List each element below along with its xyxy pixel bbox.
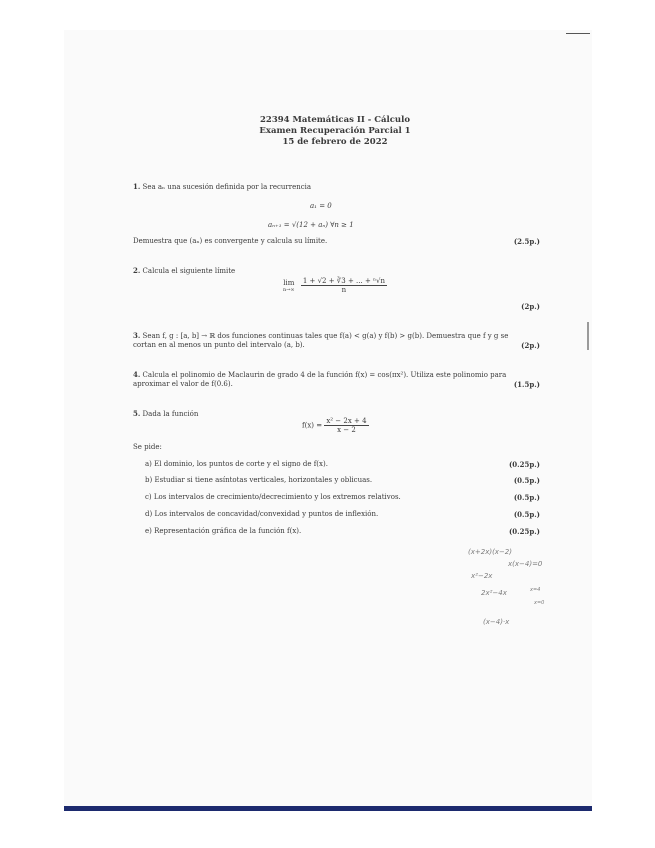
limit-expression xyxy=(283,277,387,294)
item-text: Representación gráfica de la función f(x). xyxy=(154,527,302,535)
scan-mark xyxy=(566,33,590,34)
problem-3-points: (2p.) xyxy=(521,341,540,350)
problem-5-statement xyxy=(133,409,198,419)
se-pide-label: Se pide: xyxy=(133,443,162,451)
list-item xyxy=(145,476,372,485)
item-text: Estudiar si tiene asíntotas verticales, horizontales y oblicuas. xyxy=(154,476,373,484)
problem-3-statement xyxy=(133,331,508,341)
item-text: Los intervalos de concavidad/convexidad y puntos de inflexión. xyxy=(154,510,379,518)
problem-4-text-line2: aproximar el valor de f(0.6). xyxy=(133,380,233,388)
item-points: (0.5p.) xyxy=(513,510,540,519)
problem-text: Calcula el polinomio de Maclaurin de grado 4 de la función f(x) = cos(πx²). Utiliza este polinomio para xyxy=(142,371,507,379)
recurrence-formula: aₙ₊₁ = √(12 + aₙ) ∀n ≥ 1 xyxy=(268,221,354,229)
exam-date: 15 de febrero de 2022 xyxy=(282,137,388,147)
function-fraction xyxy=(324,417,368,434)
handwritten-note: x=0 xyxy=(534,600,545,606)
list-item xyxy=(145,493,401,502)
item-points: (0.25p.) xyxy=(508,527,540,536)
problem-number: 5. xyxy=(133,409,141,418)
problem-number: 4. xyxy=(133,370,141,379)
fraction-numerator: x² − 2x + 4 xyxy=(326,417,367,425)
fraction-numerator: 1 + √2 + ∛3 + ... + ⁿ√n xyxy=(302,277,386,285)
item-label: b) xyxy=(145,476,153,484)
scan-border xyxy=(64,806,592,811)
handwritten-note: (x−4)·x xyxy=(483,618,510,626)
handwritten-note: 2x²−4x xyxy=(481,589,507,597)
problem-4-statement xyxy=(133,370,506,380)
list-item xyxy=(145,460,328,469)
item-points: (0.25p.) xyxy=(508,460,540,469)
exam-subtitle: Examen Recuperación Parcial 1 xyxy=(259,126,411,136)
list-item xyxy=(145,510,378,519)
problem-number: 2. xyxy=(133,266,141,275)
problem-2-statement xyxy=(133,266,235,276)
problem-1-points: (2.5p.) xyxy=(513,237,540,246)
problem-2-points: (2p.) xyxy=(521,302,540,311)
problem-1-statement xyxy=(133,182,311,192)
problem-text: Sea aₙ una sucesión definida por la recurrencia xyxy=(142,183,312,191)
exam-course-title: 22394 Matemáticas II - Cálculo xyxy=(259,115,411,125)
problem-number: 1. xyxy=(133,182,141,191)
handwritten-note: x(x−4)=0 xyxy=(508,560,543,568)
problem-3-text-line2: cortan en al menos un punto del intervalo (a, b). xyxy=(133,341,305,349)
problem-text: Sean f, g : [a, b] → ℝ dos funciones continuas tales que f(a) < g(a) y f(b) > g(b). Demuestra que f y g se xyxy=(142,332,509,340)
fraction-denominator: x − 2 xyxy=(337,426,356,434)
problem-text: Dada la función xyxy=(142,410,199,418)
problem-4-points: (1.5p.) xyxy=(513,380,540,389)
limit-fraction xyxy=(301,277,387,294)
item-text: El dominio, los puntos de corte y el signo de f(x). xyxy=(154,460,328,468)
item-label: c) xyxy=(145,493,152,501)
item-label: e) xyxy=(145,527,152,535)
item-points: (0.5p.) xyxy=(513,493,540,502)
item-points: (0.5p.) xyxy=(513,476,540,485)
lim-subscript: n→∞ xyxy=(283,286,295,293)
function-label: f(x) = xyxy=(302,421,323,430)
lim-operator: lim xyxy=(283,278,295,287)
handwritten-note: (x+2x)(x−2) xyxy=(468,548,512,556)
fraction-denominator: n xyxy=(341,286,347,294)
problem-text: Calcula el siguiente límite xyxy=(142,267,236,275)
item-text: Los intervalos de crecimiento/decrecimiento y los extremos relativos. xyxy=(153,493,401,501)
list-item xyxy=(145,527,301,536)
problem-number: 3. xyxy=(133,331,141,340)
recurrence-initial: a₁ = 0 xyxy=(310,202,332,210)
handwritten-note: x²−2x xyxy=(471,572,493,580)
problem-1-task: Demuestra que (aₙ) es convergente y calcula su límite. xyxy=(133,237,328,245)
item-label: d) xyxy=(145,510,153,518)
scan-mark xyxy=(587,322,589,350)
function-definition xyxy=(302,417,369,434)
item-label: a) xyxy=(145,460,152,468)
handwritten-note: x=4 xyxy=(530,587,541,593)
